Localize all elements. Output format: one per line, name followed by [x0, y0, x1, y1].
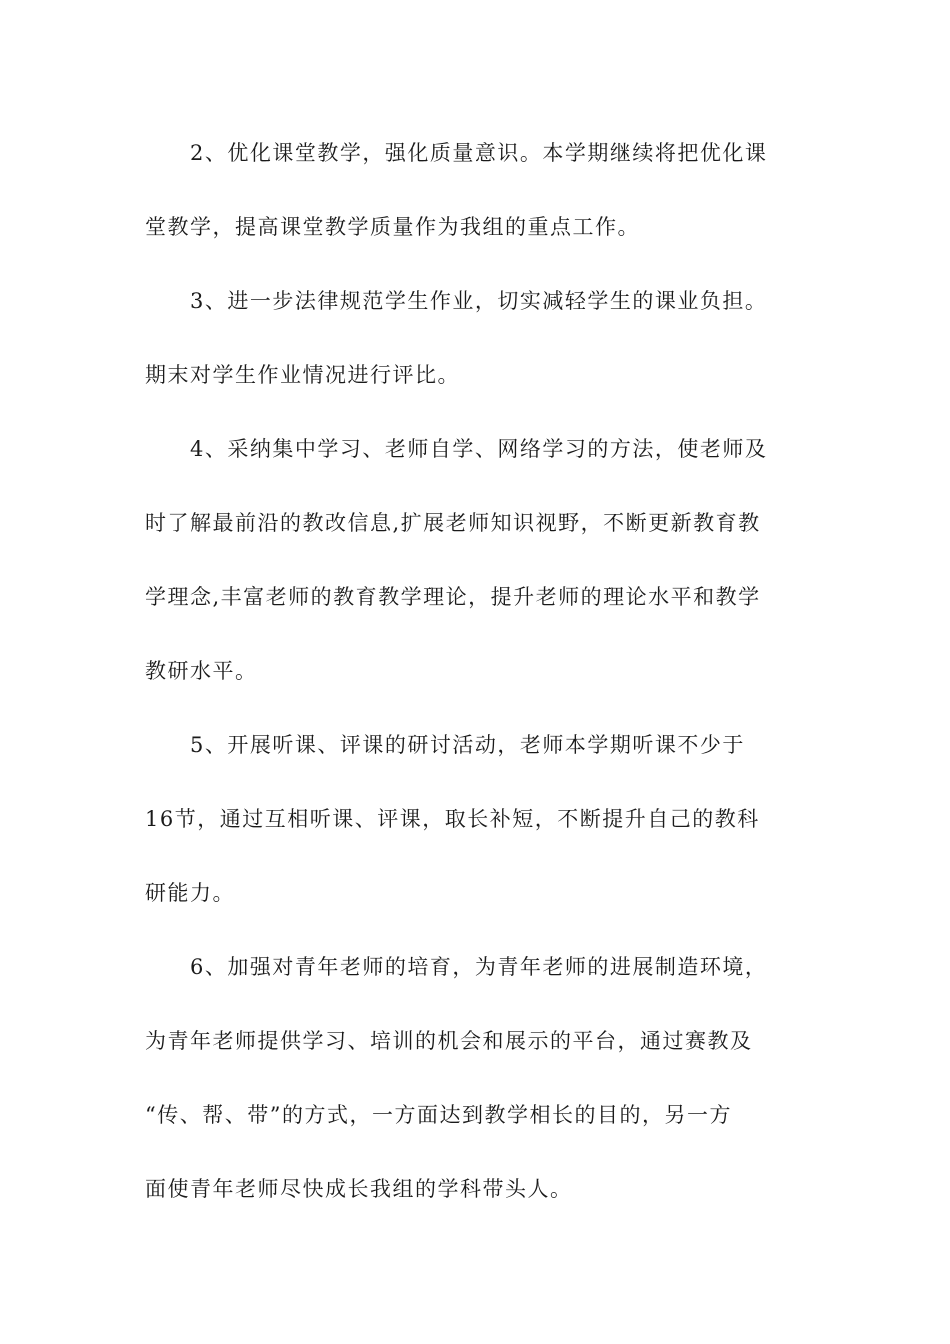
paragraph-3-line-1: 3、进一步法律规范学生作业，切实减轻学生的课业负担。 [190, 289, 768, 313]
paragraph-4-line-3: 学理念,丰富老师的教育教学理论，提升老师的理论水平和教学 [145, 585, 761, 609]
paragraph-6-line-3: “传、帮、带”的方式，一方面达到教学相长的目的，另一方 [145, 1103, 732, 1127]
paragraph-2-line-1: 2、优化课堂教学，强化质量意识。本学期继续将把优化课 [190, 141, 768, 165]
paragraph-5-line-1: 5、开展听课、评课的研讨活动，老师本学期听课不少于 [190, 733, 745, 757]
paragraph-6-line-1: 6、加强对青年老师的培育，为青年老师的进展制造环境， [190, 955, 768, 979]
paragraph-3-line-2: 期末对学生作业情况进行评比。 [145, 363, 460, 387]
paragraph-4-line-4: 教研水平。 [145, 659, 258, 683]
paragraph-4-line-2: 时了解最前沿的教改信息,扩展老师知识视野，不断更新教育教 [145, 511, 761, 535]
paragraph-6-line-4: 面使青年老师尽快成长我组的学科带头人。 [145, 1177, 573, 1201]
paragraph-2-line-2: 堂教学，提高课堂教学质量作为我组的重点工作。 [145, 215, 640, 239]
paragraph-5-line-2: 16节，通过互相听课、评课，取长补短，不断提升自己的教科 [145, 807, 760, 831]
paragraph-5-line-3: 研能力。 [145, 881, 235, 905]
paragraph-6-line-2: 为青年老师提供学习、培训的机会和展示的平台，通过赛教及 [145, 1029, 753, 1053]
paragraph-4-line-1: 4、采纳集中学习、老师自学、网络学习的方法，使老师及 [190, 437, 768, 461]
